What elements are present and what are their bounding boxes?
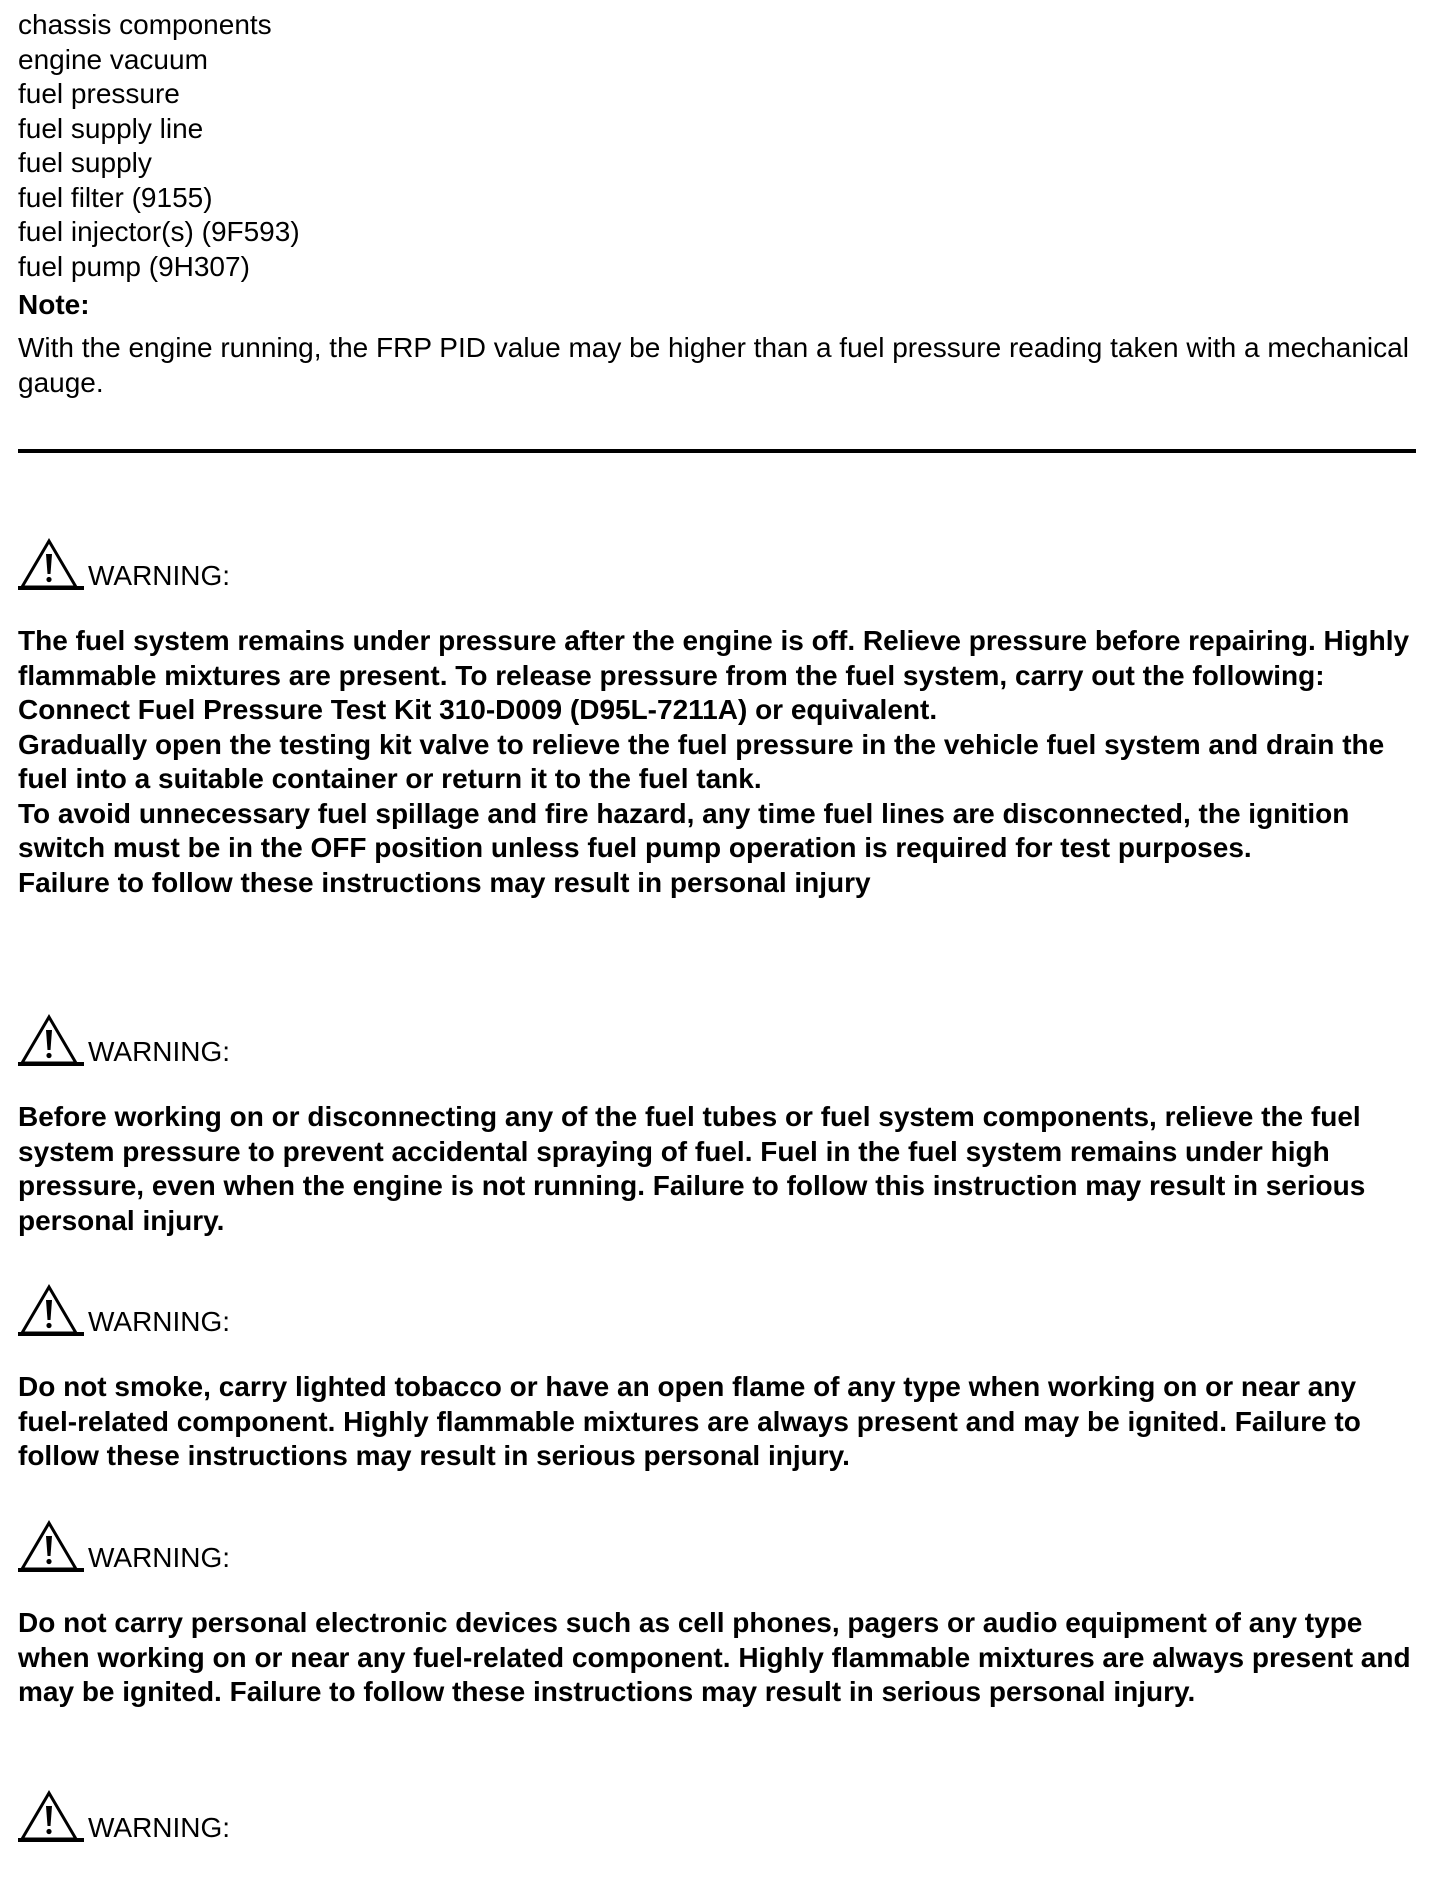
warning-block bbox=[18, 538, 1418, 900]
warning-block bbox=[18, 1284, 1418, 1474]
check-list bbox=[18, 8, 1418, 284]
warning-text bbox=[18, 1606, 1418, 1710]
warning-triangle-icon bbox=[18, 1790, 84, 1844]
warning-paragraph: Gradually open the testing kit valve to relieve the fuel pressure in the vehicle fuel system and drain the fuel into a suitable container or return it to the fuel tank. bbox=[18, 728, 1385, 794]
check-list-item: fuel filter (9155) bbox=[18, 181, 213, 213]
check-list-item: chassis components bbox=[18, 9, 272, 40]
warning-triangle-icon bbox=[18, 1284, 84, 1338]
warning-paragraph: The fuel system remains under pressure after the engine is off. Relieve pressure before repairing. Highly flammable mixtures are present. To release pressure from the fuel system, carry out the following: bbox=[18, 625, 1410, 691]
warning-block bbox=[18, 1520, 1418, 1710]
warning-paragraph: Do not carry personal electronic devices such as cell phones, pagers or audio equipment of any type when working on or near any fuel-related component. Highly flammable mixtures are always present and may be ignited. Failure to follow these instructions may result in serious personal injury. bbox=[18, 1607, 1411, 1707]
note-label: Note: bbox=[18, 289, 90, 320]
warning-block bbox=[18, 1790, 1418, 1846]
warning-text bbox=[18, 624, 1418, 900]
warning-triangle-icon bbox=[18, 538, 84, 592]
warning-header bbox=[18, 1790, 1418, 1846]
warning-paragraph: To avoid unnecessary fuel spillage and fire hazard, any time fuel lines are disconnected, the ignition switch must be in the OFF position unless fuel pump operation is required for test purposes. bbox=[18, 797, 1350, 863]
warning-text bbox=[18, 1370, 1418, 1474]
check-list-item: fuel pump (9H307) bbox=[18, 250, 250, 282]
warning-label: WARNING: bbox=[88, 560, 231, 591]
warning-block bbox=[18, 1014, 1418, 1238]
warning-triangle-icon bbox=[18, 1520, 84, 1574]
check-list-item: fuel injector(s) (9F593) bbox=[18, 216, 300, 247]
warning-label: WARNING: bbox=[88, 1542, 231, 1573]
warning-triangle-icon bbox=[18, 1014, 84, 1068]
warning-header bbox=[18, 1520, 1418, 1576]
warning-label: WARNING: bbox=[88, 1812, 231, 1843]
check-list-item: engine vacuum bbox=[18, 43, 208, 75]
warning-header bbox=[18, 1014, 1418, 1070]
check-list-item: fuel supply line bbox=[18, 112, 204, 144]
note-text: With the engine running, the FRP PID value may be higher than a fuel pressure reading taken with a mechanical gauge. bbox=[18, 332, 1409, 398]
warning-label: WARNING: bbox=[88, 1306, 231, 1337]
check-list-item: fuel pressure bbox=[18, 78, 180, 109]
warning-paragraph: Connect Fuel Pressure Test Kit 310-D009 (D95L-7211A) or equivalent. bbox=[18, 694, 938, 725]
warning-header bbox=[18, 538, 1418, 594]
warning-paragraph: Do not smoke, carry lighted tobacco or have an open flame of any type when working on or near any fuel-related component. Highly flammable mixtures are always present and may be ignited. Failure to follow these instructions may result in serious personal injury. bbox=[18, 1371, 1361, 1471]
warning-text bbox=[18, 1100, 1418, 1238]
warning-label: WARNING: bbox=[88, 1036, 231, 1067]
document-page bbox=[18, 8, 1418, 400]
warning-paragraph: Failure to follow these instructions may result in personal injury bbox=[18, 866, 871, 898]
warning-paragraph: Before working on or disconnecting any of the fuel tubes or fuel system components, relieve the fuel system pressure to prevent accidental spraying of fuel. Fuel in the fuel system remains under high pressure, even when the engine is not running. Failure to follow this instruction may result in serious personal injury. bbox=[18, 1101, 1366, 1236]
check-list-item: fuel supply bbox=[18, 147, 152, 178]
warning-header bbox=[18, 1284, 1418, 1340]
section-divider bbox=[18, 449, 1416, 453]
